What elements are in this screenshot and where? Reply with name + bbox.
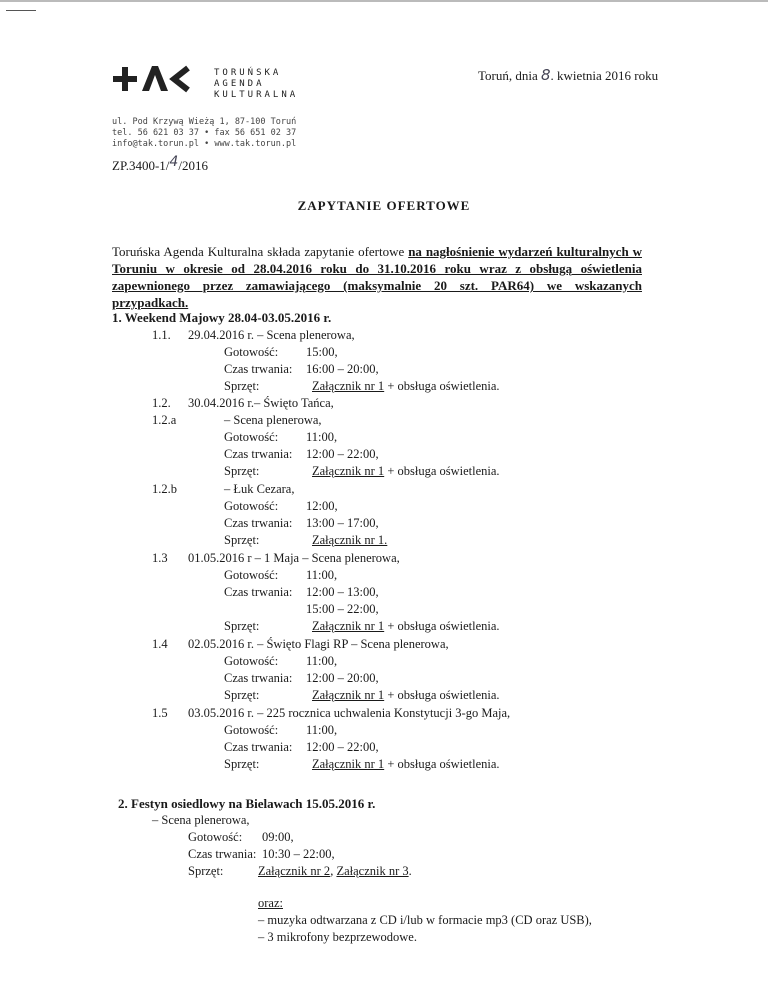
value-gotowosc: 12:00, xyxy=(306,499,338,513)
intro-paragraph xyxy=(112,243,642,311)
value-gotowosc: 15:00, xyxy=(306,345,338,359)
tak-logo-icon xyxy=(112,62,204,108)
item-number: 1.2. xyxy=(152,396,171,410)
label-czas: Czas trwania: xyxy=(224,671,293,685)
oraz-label: oraz: xyxy=(258,896,283,910)
value-czas: 13:00 – 17:00, xyxy=(306,516,379,530)
label-sprzet: Sprzęt: xyxy=(224,464,260,478)
obsluga-text: + obsługa oświetlenia. xyxy=(384,619,500,633)
value-sprzet xyxy=(312,379,500,394)
item-title: 30.04.2016 r.– Święto Tańca, xyxy=(188,396,334,410)
value-czas: 12:00 – 22:00, xyxy=(306,447,379,461)
item-title: 02.05.2016 r. – Święto Flagi RP – Scena plenerowa, xyxy=(188,637,449,651)
org-name xyxy=(214,68,298,101)
obsluga-text: + obsługa oświetlenia. xyxy=(384,757,500,771)
attachment-link: Załącznik nr 1 xyxy=(312,757,385,771)
ref-handwritten: 4 xyxy=(169,154,179,170)
label-sprzet: Sprzęt: xyxy=(224,688,260,702)
value-czas: 12:00 – 22:00, xyxy=(306,740,379,754)
value-sprzet: Załącznik nr 1. xyxy=(312,533,388,547)
item-number: 1.1. xyxy=(152,328,171,342)
date-prefix: Toruń, dnia xyxy=(478,68,538,83)
value-gotowosc: 11:00, xyxy=(306,430,338,444)
value-czas: 12:00 – 20:00, xyxy=(306,671,379,685)
reference-number xyxy=(112,154,208,174)
date-day-handwritten: 8 xyxy=(541,66,551,84)
item-number: 1.4 xyxy=(152,637,168,651)
value-sprzet xyxy=(312,688,500,703)
extra-line: – muzyka odtwarzana z CD i/lub w formacie mp3 (CD oraz USB), xyxy=(258,913,592,927)
value-sprzet xyxy=(312,619,500,634)
value-sprzet xyxy=(312,464,500,479)
separator: , xyxy=(330,864,337,878)
attachment-link: Załącznik nr 1 xyxy=(312,464,385,478)
ref-prefix: ZP.3400-1/ xyxy=(112,158,170,173)
item-title: – Scena plenerowa, xyxy=(224,413,322,427)
obsluga-text: + obsługa oświetlenia. xyxy=(384,464,500,478)
value-gotowosc: 11:00, xyxy=(306,568,338,582)
address-line: ul. Pod Krzywą Wieżą 1, 87-100 Toruń xyxy=(112,117,297,127)
label-sprzet: Sprzęt: xyxy=(224,379,260,393)
document-title: ZAPYTANIE OFERTOWE xyxy=(297,198,471,213)
label-gotowosc: Gotowość: xyxy=(224,568,279,582)
address-line: tel. 56 621 03 37 • fax 56 651 02 37 xyxy=(112,128,297,138)
label-czas: Czas trwania: xyxy=(224,362,293,376)
label-gotowosc: Gotowość: xyxy=(224,723,279,737)
place-date xyxy=(478,66,658,84)
item-title: 01.05.2016 r – 1 Maja – Scena plenerowa, xyxy=(188,551,400,565)
value-czas: 16:00 – 20:00, xyxy=(306,362,379,376)
label-czas: Czas trwania: xyxy=(224,516,293,530)
value-sprzet xyxy=(312,757,500,772)
org-address xyxy=(112,117,296,150)
intro-subject: na nagłośnienie wydarzeń kulturalnych w Toruniu w okresie od 28.04.2016 roku do 31.10.2016 roku wraz z obsługą oświetlenia zapewnionego przez zamawiającego (maksymalnie 20 szt. PAR64) we wskazanych przypadkach. xyxy=(112,244,642,310)
label-czas: Czas trwania: xyxy=(224,740,293,754)
scan-top-edge xyxy=(0,0,768,2)
item-title: – Łuk Cezara, xyxy=(224,482,295,496)
value-gotowosc: 11:00, xyxy=(306,723,338,737)
bleed-through xyxy=(330,100,333,110)
label-sprzet: Sprzęt: xyxy=(188,864,224,878)
label-gotowosc: Gotowość: xyxy=(224,345,279,359)
label-gotowosc: Gotowość: xyxy=(224,430,279,444)
section-1-heading: 1. Weekend Majowy 28.04-03.05.2016 r. xyxy=(112,310,332,325)
value-gotowosc: 11:00, xyxy=(306,654,338,668)
label-sprzet: Sprzęt: xyxy=(224,533,260,547)
value-czas: 10:30 – 22:00, xyxy=(262,847,335,861)
obsluga-text: + obsługa oświetlenia. xyxy=(384,688,500,702)
org-name-line: TORUŃSKA xyxy=(214,68,282,78)
obsluga-text: + obsługa oświetlenia. xyxy=(384,379,500,393)
intro-lead: Toruńska Agenda Kulturalna składa zapytanie ofertowe xyxy=(112,244,409,259)
attachment-link: Załącznik nr 3 xyxy=(336,864,409,878)
section-2-sub: – Scena plenerowa, xyxy=(152,813,250,827)
address-line: info@tak.torun.pl • www.tak.torun.pl xyxy=(112,139,297,149)
item-number: 1.5 xyxy=(152,706,168,720)
scan-mark xyxy=(6,10,36,11)
attachment-link: Załącznik nr 1 xyxy=(312,688,385,702)
label-czas: Czas trwania: xyxy=(224,585,293,599)
attachment-link: Załącznik nr 1 xyxy=(312,379,385,393)
ref-suffix: /2016 xyxy=(178,158,208,173)
section-2-heading: 2. Festyn osiedlowy na Bielawach 15.05.2016 r. xyxy=(118,796,376,811)
extra-line: – 3 mikrofony bezprzewodowe. xyxy=(258,930,417,944)
value-czas: 12:00 – 13:00, xyxy=(306,585,379,599)
item-title: 29.04.2016 r. – Scena plenerowa, xyxy=(188,328,355,342)
end-dot: . xyxy=(408,864,412,878)
label-sprzet: Sprzęt: xyxy=(224,757,260,771)
value-sprzet xyxy=(258,864,412,879)
label-gotowosc: Gotowość: xyxy=(188,830,243,844)
item-number: 1.3 xyxy=(152,551,168,565)
item-number: 1.2.b xyxy=(152,482,177,496)
label-sprzet: Sprzęt: xyxy=(224,619,260,633)
org-name-line: AGENDA xyxy=(214,79,265,89)
attachment-link: Załącznik nr 1 xyxy=(312,619,385,633)
value-czas-2: 15:00 – 22:00, xyxy=(306,602,379,616)
label-gotowosc: Gotowość: xyxy=(224,499,279,513)
attachment-link: Załącznik nr 2 xyxy=(258,864,331,878)
date-suffix: . kwietnia 2016 roku xyxy=(550,68,659,83)
label-czas: Czas trwania: xyxy=(224,447,293,461)
value-gotowosc: 09:00, xyxy=(262,830,294,844)
label-gotowosc: Gotowość: xyxy=(224,654,279,668)
label-czas: Czas trwania: xyxy=(188,847,257,861)
item-number: 1.2.a xyxy=(152,413,177,427)
item-title: 03.05.2016 r. – 225 rocznica uchwalenia Konstytucji 3-go Maja, xyxy=(188,706,511,720)
org-name-line: KULTURALNA xyxy=(214,90,299,100)
